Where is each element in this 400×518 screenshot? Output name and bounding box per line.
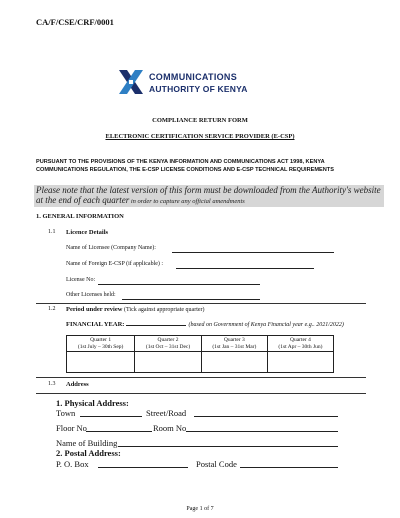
quarter-3-header	[201, 336, 267, 352]
quarter-name: Quarter 2	[157, 337, 179, 343]
financial-year-note: (based on Government of Kenya Financial year e.g.. 2021/2022)	[188, 322, 344, 328]
section-divider	[36, 377, 366, 378]
form-title: COMPLIANCE RETURN FORM	[152, 117, 248, 124]
download-notice	[34, 185, 384, 207]
period-title: Period under review	[66, 306, 123, 313]
building-name-field[interactable]	[118, 446, 338, 447]
logo-mark-icon	[115, 66, 147, 98]
logo-line-1: COMMUNICATIONS	[149, 72, 238, 82]
quarter-range: (1st Apr – 30th Jun)	[278, 343, 323, 350]
license-no-label: License No:	[66, 277, 96, 283]
section-1-heading: 1. GENERAL INFORMATION	[36, 213, 124, 220]
postal-address-heading	[56, 448, 121, 458]
other-licenses-field[interactable]	[122, 299, 260, 300]
foreign-ecsp-field[interactable]	[176, 268, 314, 269]
physical-address-heading	[56, 398, 129, 408]
financial-year-field[interactable]	[126, 325, 186, 326]
period-note: (Tick against appropriate quarter)	[122, 307, 205, 313]
quarter-name: Quarter 3	[223, 337, 245, 343]
page-number: Page 1 of 7	[186, 506, 214, 512]
room-no-field[interactable]	[186, 431, 338, 432]
section-1-3-title: Address	[66, 381, 89, 388]
financial-year-label: FINANCIAL YEAR:	[66, 321, 125, 328]
postal-code-field[interactable]	[240, 467, 338, 468]
building-name-label: Name of Building	[56, 438, 118, 448]
quarter-1-header	[67, 336, 135, 352]
quarter-2-header	[135, 336, 202, 352]
quarter-range: (1st Jan – 31st Mar)	[212, 343, 257, 350]
floor-no-field[interactable]	[86, 431, 152, 432]
town-label: Town	[56, 408, 76, 418]
quarter-name: Quarter 4	[289, 337, 311, 343]
pursuant-statement: PURSUANT TO THE PROVISIONS OF THE KENYA INFORMATION AND COMMUNICATIONS ACT 1998, KENYA COMMUNICATIONS REGULATION, THE E-CSP LICENSE CONDITIONS AND E-CSP TECHNICAL REQUIREMENTS	[36, 159, 334, 173]
quarter-2-tick-cell[interactable]	[135, 352, 202, 373]
quarter-4-header	[267, 336, 333, 352]
po-box-field[interactable]	[98, 467, 188, 468]
floor-no-label: Floor No	[56, 423, 87, 433]
other-licenses-label: Other Licenses held:	[66, 292, 116, 298]
licensee-name-label: Name of Licensee (Company Name):	[66, 245, 156, 251]
quarter-range: (1st Oct – 31st Dec)	[145, 343, 191, 350]
postal-address-title: 2. Postal Address:	[56, 448, 121, 458]
financial-year-row	[66, 321, 344, 328]
street-field[interactable]	[194, 416, 338, 417]
section-1-3-number: 1.3	[48, 381, 56, 387]
form-subtitle: ELECTRONIC CERTIFICATION SERVICE PROVIDER (E-CSP)	[105, 133, 295, 140]
logo-line-2: AUTHORITY OF KENYA	[149, 84, 248, 94]
section-divider	[36, 393, 366, 394]
licensee-name-field[interactable]	[172, 252, 334, 253]
quarter-name: Quarter 1	[90, 337, 112, 343]
period-under-review	[66, 306, 205, 313]
town-field[interactable]	[80, 416, 142, 417]
section-1-1-title: Licence Details	[66, 229, 109, 236]
notice-small-text: in order to capture any official amendments	[129, 198, 245, 205]
quarter-range: (1st July – 30th Sep)	[77, 343, 124, 350]
street-label: Street/Road	[146, 408, 187, 418]
po-box-label: P. O. Box	[56, 459, 89, 469]
quarter-table	[66, 335, 334, 373]
quarter-1-tick-cell[interactable]	[67, 352, 135, 373]
form-reference-number: CA/F/CSE/CRF/0001	[36, 17, 114, 27]
license-no-field[interactable]	[98, 284, 260, 285]
notice-text: Please note that the latest version of this form must be downloaded from the Authority's website at the end of each quarter	[36, 185, 381, 205]
ca-kenya-logo	[115, 66, 305, 100]
foreign-ecsp-label: Name of Foreign E-CSP (if applicable) :	[66, 261, 164, 267]
room-no-label: Room No	[153, 423, 187, 433]
physical-address-title: 1. Physical Address:	[56, 398, 129, 408]
quarter-3-tick-cell[interactable]	[201, 352, 267, 373]
section-1-1-number: 1.1	[48, 229, 56, 235]
section-divider	[36, 303, 366, 304]
postal-code-label: Postal Code	[196, 459, 237, 469]
quarter-4-tick-cell[interactable]	[267, 352, 333, 373]
section-1-2-number: 1.2	[48, 306, 56, 312]
